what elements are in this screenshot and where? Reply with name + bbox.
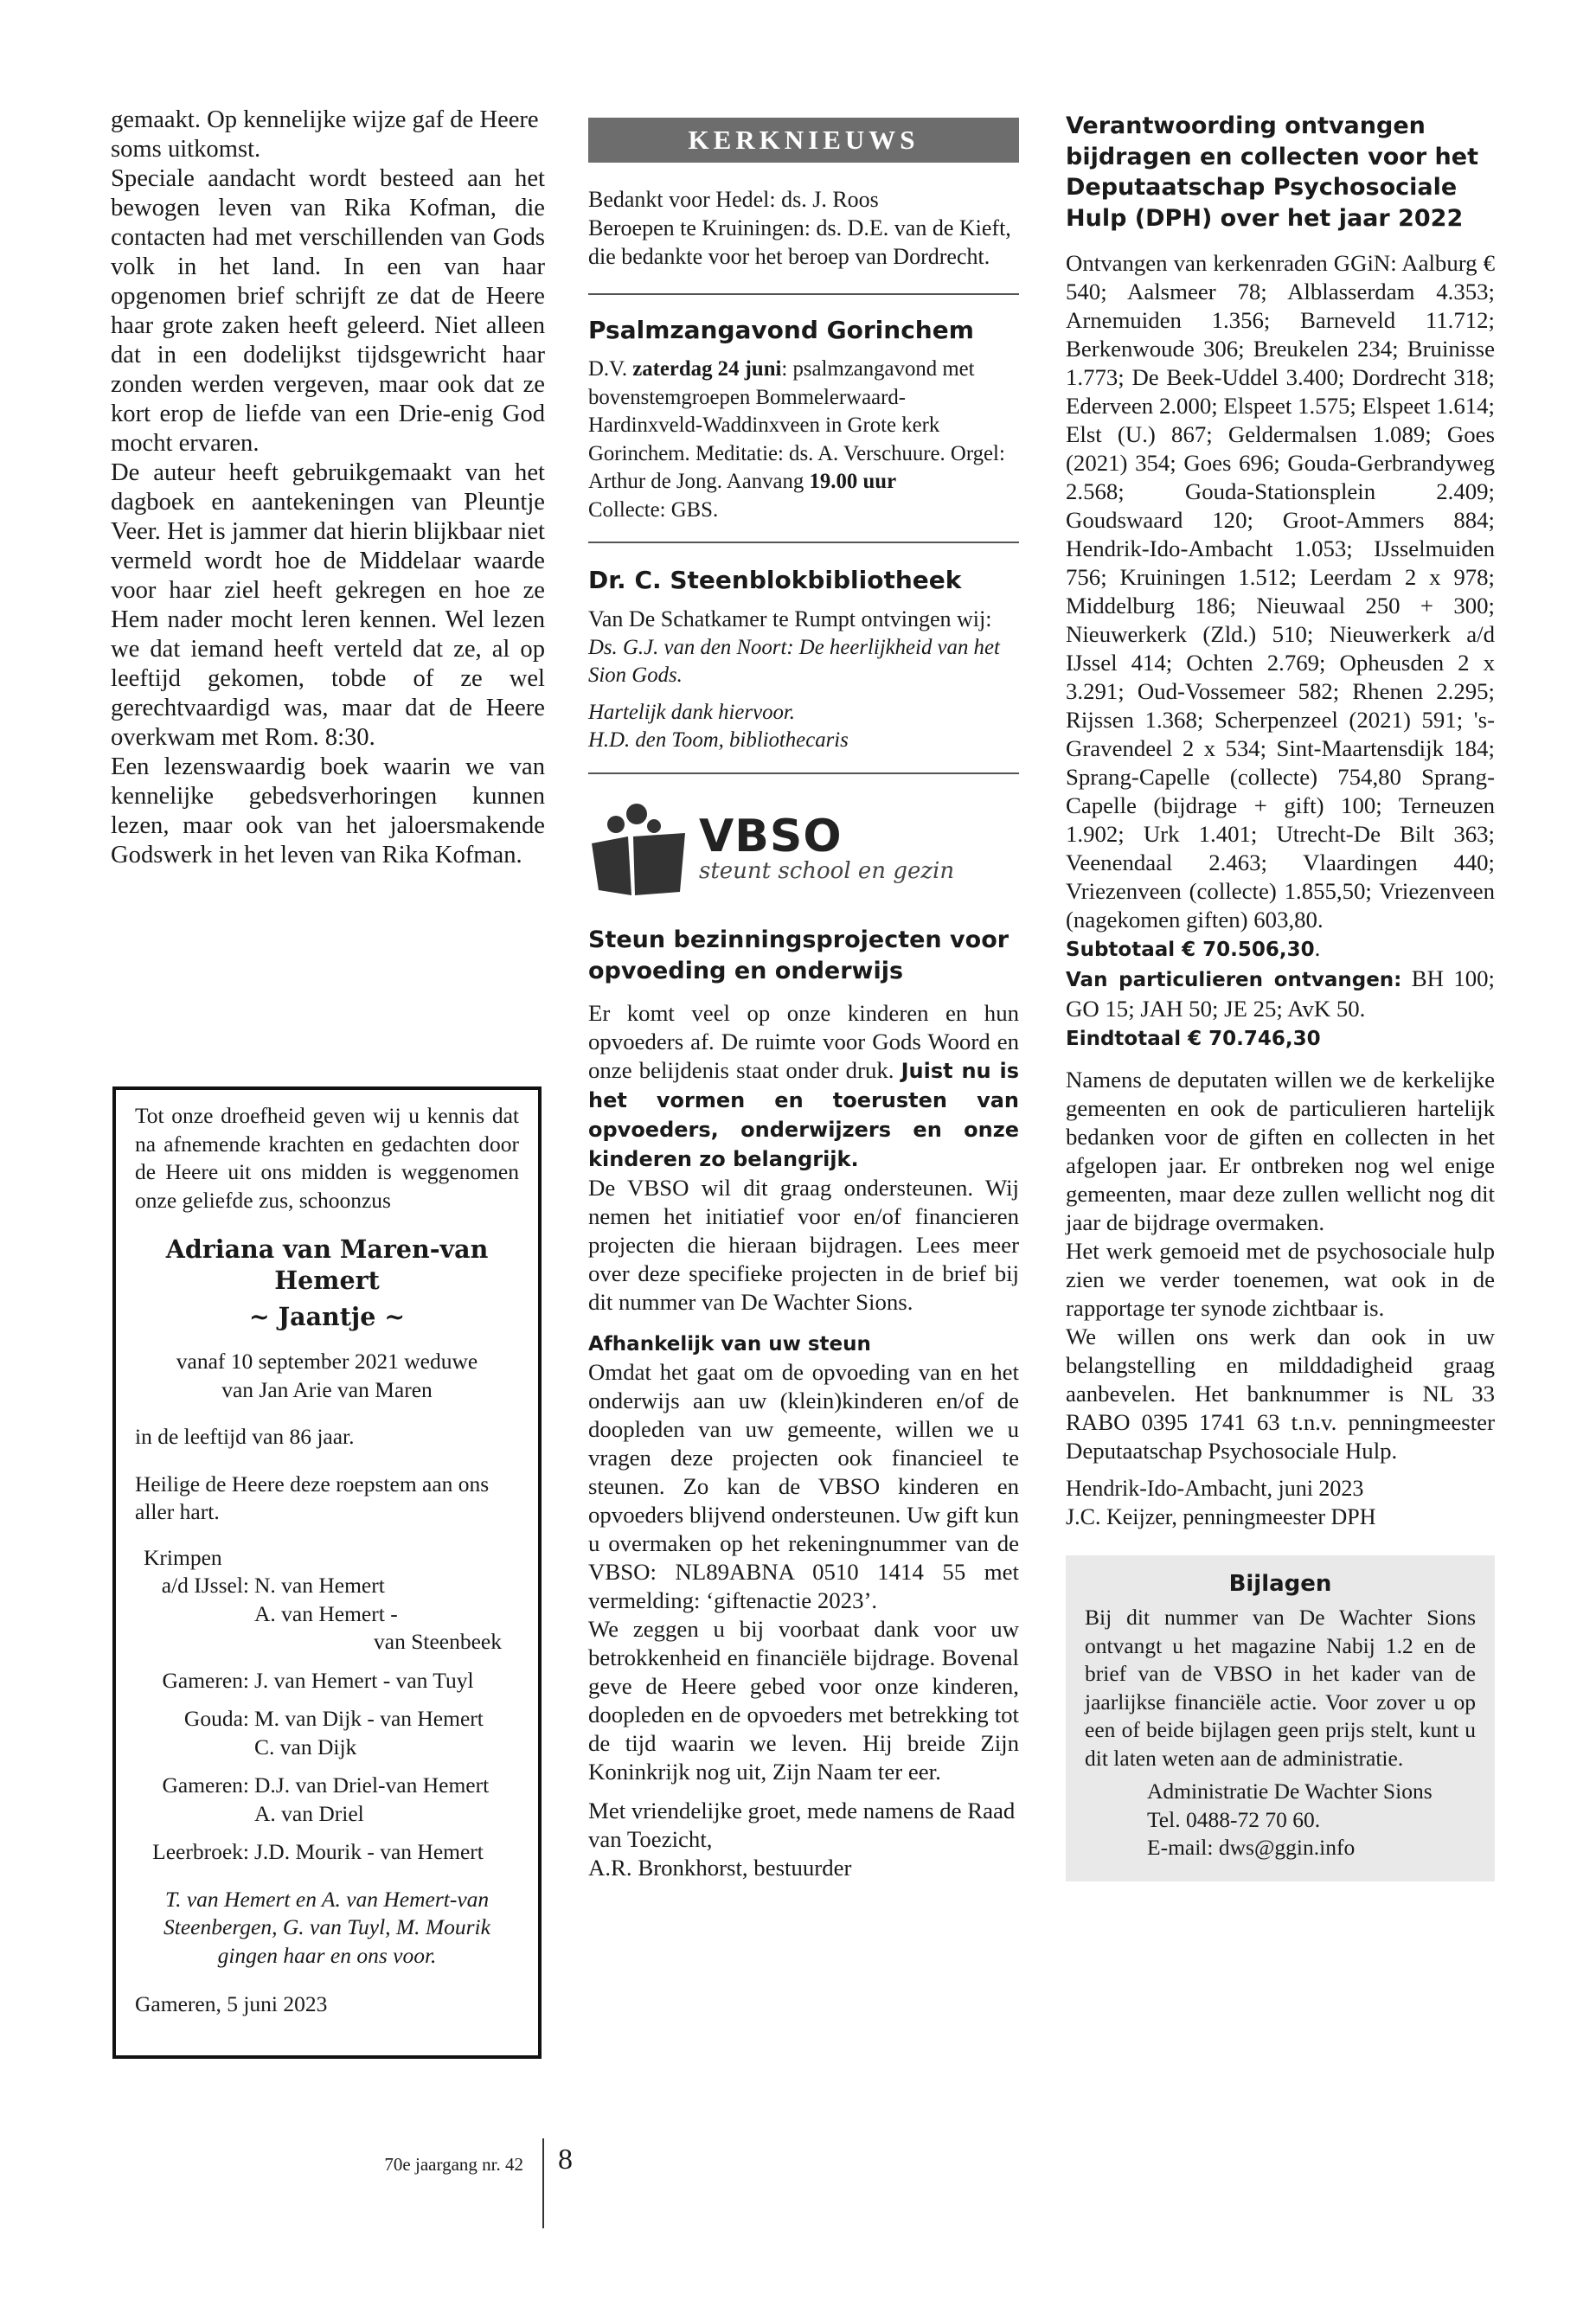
kerknieuws-item: Bedankt voor Hedel: ds. J. Roos — [588, 187, 879, 212]
paragraph: Speciale aandacht wordt besteed aan het bewogen leven van Rika Kofman, die contacten had met verschillenden van Gods volk in het land. In een van haar opgenomen brief schrijft ze dat de Heere haar grote zaken heeft geleerd. Niet alleen dat in een dodelijkst tijdsgewricht haar zonden werden vergeven, maar ook dat ze kort erop de liefde van een Drie-enig God mocht ervaren. — [111, 165, 545, 457]
page-number: 8 — [558, 2144, 573, 2176]
admin-name: Administratie De Wachter Sions — [1147, 1779, 1433, 1804]
thanks-paragraph: Het werk gemoeid met de psychosociale hulp zien we verder toenemen, wat ook in de rapportage ter synode zichtbaar is. — [1066, 1238, 1495, 1321]
footer-divider — [542, 2138, 544, 2228]
library-signature: H.D. den Toom, bibliothecaris — [588, 728, 849, 752]
vbso-paragraph: Omdat het gaat om de opvoeding van en het onderwijs aan uw (klein)kinderen en/of de doopleden van uw gemeente, willen we u vragen deze projecten ook financieel te steunen. Zo kan de VBSO kinderen en opvoeders blijvend ondersteunen. Uw gift kun u overmaken op het rekeningnummer van de VBSO: NL89ABNA 0510 1414 55 met vermelding: ‘giftenactie 2023’. — [588, 1358, 1019, 1613]
vbso-title: Steun bezinningsprojecten voor opvoeding en onderwijs — [588, 926, 1010, 984]
signature-name: J.C. Keijzer, penningmeester DPH — [1066, 1504, 1376, 1529]
private-donations: Van particulieren ontvangen: BH 100; GO 15; JAH 50; JE 25; AvK 50. — [1066, 965, 1495, 1022]
obituary-intro: Tot onze droefheid geven wij u kennis dat na afnemende krachten en gedachten door de Heere uit ons midden is weggenomen onze geliefde zus, schoonzus — [135, 1103, 519, 1213]
bijlagen-text: Bij dit nummer van De Wachter Sions ontvangt u het magazine Nabij 1.2 en de brief van de VBSO in het kader van de jaarlijkse financiële actie. Voor zover u op een of beide bijlagen geen prijs stelt, kunt u dit laten weten aan de administratie. — [1085, 1605, 1476, 1771]
vbso-signature: A.R. Bronkhorst, bestuurder — [588, 1854, 852, 1881]
bijlagen-box — [1066, 1555, 1495, 1881]
vbso-greeting: Met vriendelijke groet, mede namens de Raad van Toezicht, — [588, 1797, 1016, 1852]
vbso-logo-text — [699, 810, 955, 884]
widow-line-2: van Jan Arie van Maren — [221, 1376, 433, 1402]
paragraph: Een lezenswaardig boek waarin we van kennelijke gebedsverhoringen kunnen lezen, maar ook van het jaloersmakende Godswerk in het leven van Rika Kofman. — [111, 753, 545, 868]
widow-line-1: vanaf 10 september 2021 weduwe — [176, 1349, 478, 1374]
family-row: Leerbroek: J.D. Mourik - van Hemert — [152, 1839, 484, 1864]
signature-place: Hendrik-Ido-Ambacht, juni 2023 — [1066, 1476, 1364, 1501]
family-row: Gameren: J. van Hemert - van Tuyl — [162, 1667, 474, 1693]
family-row: van Steenbeek — [374, 1629, 502, 1654]
family-row: Krimpen — [144, 1544, 222, 1570]
vbso-logo-tagline: steunt school en gezin — [699, 857, 955, 884]
psalm-title: Psalmzangavond Gorinchem — [588, 316, 974, 344]
psalm-text: D.V. zaterdag 24 juni: psalmzangavond met bovenstemgroepen Bommelerwaard-Hardinxveld-Waddinxveen in Grote kerk Gorinchem. Meditatie: ds. A. Verschuure. Orgel: Arthur de Jong. Aanvang 19.00 uur Collecte: GBS. — [588, 357, 1005, 522]
family-list — [135, 1544, 519, 1867]
age-line: in de leeftijd van 86 jaar. — [135, 1424, 355, 1449]
vbso-logo — [588, 798, 1019, 902]
library-text: Van De Schatkamer te Rumpt ontvingen wij: — [588, 606, 992, 631]
library-book: Ds. G.J. van den Noort: De heerlijkheid van het Sion Gods. — [588, 635, 1000, 687]
family-row: A. van Hemert - — [254, 1600, 398, 1626]
divider — [588, 542, 1019, 543]
received-list: Ontvangen van kerkenraden GGiN: Aalburg € 540; Aalsmeer 78; Alblasserdam 4.353; Arnemuiden 1.356; Barneveld 11.712; Berkenwoude 306; Breukelen 234; Bruinisse 1.773; De Beek-Uddel 3.400; Dordrecht 318; Ederveen 2.000; Elspeet 1.575; Elspeet 1.614; Elst (U.) 867; Geldermalsen 1.089; Goes (2021) 354; Goes 696; Gouda-Gerbrandyweg 2.568; Gouda-Stationsplein 2.409; Goudswaard 120; Groot-Ammers 884; Hendrik-Ido-Ambacht 1.053; IJsselmuiden 756; Kruiningen 1.512; Leerdam 2 x 978; Middelburg 186; Nieuwaal 250 + 300; Nieuwerkerk (Zld.) 510; Nieuwerkerk a/d IJssel 414; Ochten 2.769; Opheusden 2 x 3.291; Oud-Vossemeer 582; Rhenen 2.295; Rijssen 1.368; Scherpenzeel (2021) 591; 's-Gravendeel 2 x 534; Sint-Maartensdijk 184; Sprang-Capelle (collecte) 754,80 Sprang-Capelle (bijdrage + gift) 100; Terneuzen 1.902; Urk 1.401; Utrecht-De Bilt 363; Veenendaal 2.463; Vlaardingen 440; Vriezenveen (collecte) 1.855,50; Vriezenveen (nagekomen giften) 603,80. — [1066, 250, 1495, 933]
column-3 — [1066, 111, 1495, 1881]
bijlagen-title: Bijlagen — [1228, 1571, 1332, 1597]
subtotal: Subtotaal € 70.506,30. — [1066, 935, 1321, 961]
predeceased-note: T. van Hemert en A. van Hemert-van Steenbergen, G. van Tuyl, M. Mourik gingen haar en ons voor. — [163, 1886, 490, 1968]
library-thanks: Hartelijk dank hiervoor. — [588, 700, 795, 724]
administration-contact — [1147, 1778, 1476, 1862]
family-row: Gouda: M. van Dijk - van Hemert — [183, 1706, 484, 1731]
family-row: C. van Dijk — [254, 1734, 357, 1759]
paragraph: gemaakt. Op kennelijke wijze gaf de Heere soms uitkomst. — [111, 106, 539, 163]
grand-total: Eindtotaal € 70.746,30 — [1066, 1028, 1321, 1050]
thanks-paragraph: Namens de deputaten willen we de kerkelijke gemeenten en ook de particulieren hartelijk bedanken voor de giften en collecten in het afgelopen jaar. Er ontbreken nog wel enige gemeenten, maar deze zullen wellicht nog dit jaar de bijdrage overmaken. — [1066, 1067, 1495, 1235]
obituary-box — [112, 1086, 542, 2059]
vbso-paragraph: De VBSO wil dit graag ondersteunen. Wij nemen het initiatief voor en/of financieren projecten die hieraan bijdragen. Lees meer over deze specifieke projecten in de brief bij dit nummer van De Wachter Sions. — [588, 1174, 1019, 1315]
place-date: Gameren, 5 juni 2023 — [135, 1991, 328, 2016]
verantwoording-title: Verantwoording ontvangen bijdragen en collecten voor het Deputaatschap Psychosociale Hulp (DPH) over het jaar 2022 — [1066, 112, 1478, 232]
divider — [588, 772, 1019, 774]
kerknieuws-item: Beroepen te Kruiningen: ds. D.E. van de Kieft, die bedankte voor het beroep van Dordrecht. — [588, 215, 1011, 269]
verse: Heilige de Heere deze roepstem aan ons aller hart. — [135, 1471, 490, 1524]
vbso-logo-name: VBSO — [699, 810, 843, 862]
thanks-paragraph: We willen ons werk dan ook in uw belangstelling en milddadigheid graag aanbevelen. Het banknummer is NL 33 RABO 0395 1741 63 t.n.v. penningmeester Deputaatschap Psychosociale Hulp. — [1066, 1324, 1495, 1464]
library-title: Dr. C. Steenblokbibliotheek — [588, 566, 962, 594]
kerknieuws-banner: KERKNIEUWS — [588, 118, 1019, 163]
deceased-nickname: ~ Jaantje ~ — [248, 1302, 406, 1331]
family-row: A. van Driel — [254, 1800, 364, 1826]
vbso-subtitle: Afhankelijk van uw steun — [588, 1332, 871, 1356]
column-1 — [111, 106, 545, 870]
paragraph: De auteur heeft gebruikgemaakt van het dagboek en aantekeningen van Pleuntje Veer. Het is jammer dat hierin blijkbaar niet vermeld wordt hoe de Middelaar waarde voor haar ziel heeft gekregen en hoe ze Hem nader mocht leren kennen. Wel lezen we dat iemand heeft verteld dat ze, al op leeftijd gekomen, tobde of ze wel gerechtvaardigd was, maar dat de Heere overkwam met Rom. 8:30. — [111, 459, 545, 751]
family-row: Gameren: D.J. van Driel-van Hemert — [162, 1772, 490, 1798]
family-row: a/d IJssel: N. van Hemert — [161, 1573, 385, 1598]
vbso-paragraph: Er komt veel op onze kinderen en hun opvoeders af. De ruimte voor Gods Woord en onze belijdenis staat onder druk. Juist nu is het vormen en toerusten van opvoeders, onderwijzers en onze kinderen zo belangrijk. — [588, 999, 1019, 1171]
issue-info: 70e jaargang nr. 42 — [384, 2154, 523, 2175]
vbso-paragraph: We zeggen u bij voorbaat dank voor uw betrokkenheid en financiële bijdrage. Bovenal geve de Heere gebed voor onze kinderen, doopleden en de opvoeders met betrekking tot de tijd waarin we leven. Hij breide Zijn Koninkrijk nog uit, Zijn Naam ter eer. — [588, 1615, 1019, 1785]
admin-email: E-mail: dws@ggin.info — [1147, 1835, 1356, 1860]
column-2 — [588, 118, 1019, 1882]
deceased-name: Adriana van Maren-van Hemert — [165, 1234, 489, 1295]
admin-phone: Tel. 0488-72 70 60. — [1147, 1806, 1321, 1832]
vbso-logo-icon — [588, 798, 692, 902]
divider — [588, 293, 1019, 295]
